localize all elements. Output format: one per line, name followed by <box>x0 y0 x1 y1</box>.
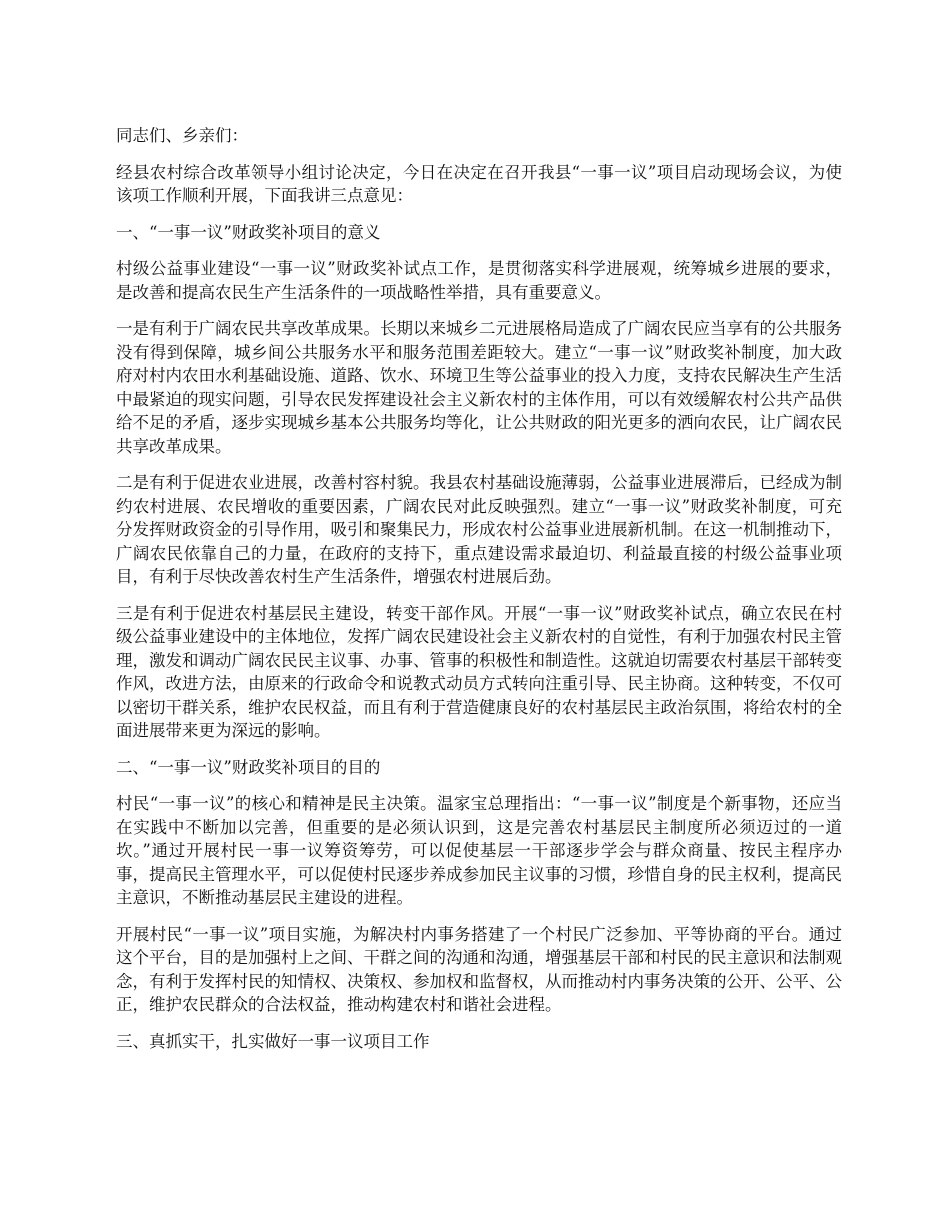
intro-paragraph: 经县农村综合改革领导小组讨论决定，今日在决定在召开我县“一事一议”项目启动现场会议，为使该项工作顺利开展，下面我讲三点意见： <box>116 162 842 205</box>
section-1-paragraph-4: 三是有利于促进农村基层民主建设，转变干部作风。开展“一事一议”财政奖补试点，确立农民在村级公益事业建设中的主体地位，发挥广阔农民建设社会主义新农村的自觉性，有利于加强农村民主管理，激发和调动广阔农民民主议事、办事、管事的积极性和制造性。这就迫切需要农村基层干部转变作风，改进方法，由原来的行政命令和说教式动员方式转向注重引导、民主协商。这种转变，不仅可以密切干群关系，维护农民权益，而且有利于营造健康良好的农村基层民主政治氛围，将给农村的全面进展带来更为深远的影响。 <box>116 603 842 740</box>
section-1-heading: 一、“一事一议”财政奖补项目的意义 <box>116 222 381 242</box>
section-1-paragraph-3: 二是有利于促进农业进展，改善村容村貌。我县农村基础设施薄弱，公益事业进展滞后，已经成为制约农村进展、农民增收的重要因素，广阔农民对此反映强烈。建立“一事一议”财政奖补制度，可充分发挥财政资金的引导作用，吸引和聚集民力，形成农村公益事业进展新机制。在这一机制推动下，广阔农民依靠自己的力量，在政府的支持下，重点建设需求最迫切、利益最直接的村级公益事业项目，有利于尽快改善农村生产生活条件，增强农村进展后劲。 <box>116 473 842 586</box>
section-3-heading: 三、真抓实干，扎实做好一事一议项目工作 <box>116 1031 430 1051</box>
greeting: 同志们、乡亲们： <box>116 126 248 145</box>
section-1-paragraph-1: 村级公益事业建设“一事一议”财政奖补试点工作，是贯彻落实科学进展观，统筹城乡进展的要求，是改善和提高农民生产生活条件的一项战略性举措，具有重要意义。 <box>116 259 842 302</box>
document-body <box>116 124 842 1066</box>
section-2-heading: 二、“一事一议”财政奖补项目的目的 <box>116 757 381 777</box>
section-1-paragraph-2: 一是有利于广阔农民共享改革成果。长期以来城乡二元进展格局造成了广阔农民应当享有的公共服务没有得到保障，城乡间公共服务水平和服务范围差距较大。建立“一事一议”财政奖补制度，加大政府对村内农田水利基础设施、道路、饮水、环境卫生等公益事业的投入力度，支持农民解决生产生活中最紧迫的现实问题，引导农民发挥建设社会主义新农村的主体作用，可以有效缓解农村公共产品供给不足的矛盾，逐步实现城乡基本公共服务均等化，让公共财政的阳光更多的洒向农民，让广阔农民共享改革成果。 <box>116 319 842 456</box>
section-2-paragraph-2: 开展村民“一事一议”项目实施，为解决村内事务搭建了一个村民广泛参加、平等协商的平台。通过这个平台，目的是加强村上之间、干群之间的沟通和沟通，增强基层干部和村民的民主意识和法制观念，有利于发挥村民的知情权、决策权、参加权和监督权，从而推动村内事务决策的公开、公平、公正，维护农民群众的合法权益，推动构建农村和谐社会进程。 <box>116 924 842 1014</box>
section-2-paragraph-1: 村民“一事一议”的核心和精神是民主决策。温家宝总理指出：“一事一议”制度是个新事物，还应当在实践中不断加以完善，但重要的是必须认识到，这是完善农村基层民主制度所必须迈过的一道坎。”通过开展村民一事一议筹资筹劳，可以促使基层一干部逐步学会与群众商量、按民主程序办事，提高民主管理水平，可以促使村民逐步养成参加民主议事的习惯，珍惜自身的民主权利，提高民主意识，不断推动基层民主建设的进程。 <box>116 794 842 907</box>
